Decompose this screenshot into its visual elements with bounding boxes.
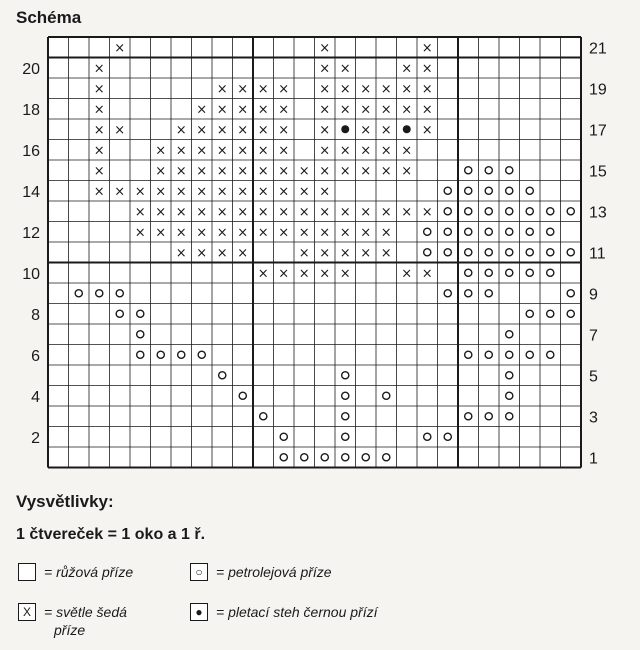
stitch-cross-mark: × <box>319 184 331 200</box>
stitch-black-dot-mark <box>403 125 411 133</box>
stitch-cross-mark: × <box>401 102 413 118</box>
stitch-cross-mark: × <box>216 204 228 220</box>
stitch-cross-mark: × <box>278 225 290 241</box>
legend-text-petrol: = petrolejová příze <box>216 564 332 580</box>
stitch-cross-mark: × <box>257 122 269 138</box>
row-label-left: 6 <box>31 347 40 365</box>
stitch-cross-mark: × <box>175 122 187 138</box>
legend-text-grey <box>44 603 127 639</box>
stitch-cross-mark: × <box>319 102 331 118</box>
stitch-cross-mark: × <box>401 204 413 220</box>
stitch-cross-mark: × <box>216 143 228 159</box>
stitch-cross-mark: × <box>196 225 208 241</box>
stitch-cross-mark: × <box>339 204 351 220</box>
row-label-right: 19 <box>589 81 607 99</box>
stitch-cross-mark: × <box>175 204 187 220</box>
stitch-cross-mark: × <box>257 81 269 97</box>
stitch-cross-mark: × <box>175 245 187 261</box>
row-label-left: 12 <box>22 224 40 242</box>
legend-item-petrol <box>190 563 332 581</box>
stitch-cross-mark: × <box>401 163 413 179</box>
stitch-cross-mark: × <box>237 245 249 261</box>
stitch-cross-mark: × <box>237 184 249 200</box>
stitch-cross-mark: × <box>319 163 331 179</box>
stitch-cross-mark: × <box>421 61 433 77</box>
row-label-right: 9 <box>589 286 598 304</box>
cross-square-icon: X <box>18 603 36 621</box>
stitch-cross-mark: × <box>319 81 331 97</box>
stitch-cross-mark: × <box>319 143 331 159</box>
stitch-cross-mark: × <box>175 184 187 200</box>
stitch-cross-mark: × <box>298 225 310 241</box>
stitch-cross-mark: × <box>175 143 187 159</box>
stitch-cross-mark: × <box>298 163 310 179</box>
stitch-cross-mark: × <box>237 204 249 220</box>
stitch-cross-mark: × <box>319 204 331 220</box>
stitch-cross-mark: × <box>421 81 433 97</box>
circle-square-icon: ○ <box>190 563 208 581</box>
stitch-cross-mark: × <box>114 40 126 56</box>
stitch-cross-mark: × <box>339 266 351 282</box>
stitch-cross-mark: × <box>360 81 372 97</box>
stitch-cross-mark: × <box>401 81 413 97</box>
stitch-cross-mark: × <box>216 81 228 97</box>
stitch-cross-mark: × <box>257 184 269 200</box>
stitch-cross-mark: × <box>380 204 392 220</box>
stitch-cross-mark: × <box>319 266 331 282</box>
stitch-cross-mark: × <box>257 266 269 282</box>
stitch-cross-mark: × <box>155 143 167 159</box>
legend-text-grey-line1: = světle šedá <box>44 604 127 620</box>
stitch-cross-mark: × <box>339 81 351 97</box>
stitch-cross-mark: × <box>319 122 331 138</box>
stitch-cross-mark: × <box>339 143 351 159</box>
stitch-cross-mark: × <box>257 163 269 179</box>
stitch-cross-mark: × <box>155 225 167 241</box>
stitch-cross-mark: × <box>319 245 331 261</box>
stitch-cross-mark: × <box>196 143 208 159</box>
legend-text-pink: = růžová příze <box>44 564 134 580</box>
stitch-cross-mark: × <box>257 225 269 241</box>
stitch-cross-mark: × <box>196 184 208 200</box>
row-label-left: 20 <box>22 60 40 78</box>
row-label-left: 8 <box>31 306 40 324</box>
legend-item-black <box>190 603 377 621</box>
stitch-cross-mark: × <box>339 102 351 118</box>
stitch-cross-mark: × <box>360 163 372 179</box>
empty-square-icon <box>18 563 36 581</box>
stitch-cross-mark: × <box>380 225 392 241</box>
stitch-cross-mark: × <box>339 163 351 179</box>
stitch-cross-mark: × <box>278 163 290 179</box>
legend-item-grey <box>18 603 127 639</box>
row-label-right: 21 <box>589 40 607 58</box>
stitch-black-dot-mark <box>341 125 349 133</box>
stitch-cross-mark: × <box>114 122 126 138</box>
legend-text-grey-line2: příze <box>54 622 86 638</box>
row-label-right: 13 <box>589 204 607 222</box>
stitch-cross-mark: × <box>339 225 351 241</box>
stitch-cross-mark: × <box>339 245 351 261</box>
stitch-cross-mark: × <box>196 245 208 261</box>
legend-text-black: = pletací steh černou přízí <box>216 604 378 620</box>
stitch-cross-mark: × <box>401 143 413 159</box>
stitch-cross-mark: × <box>380 245 392 261</box>
row-label-right: 5 <box>589 368 598 386</box>
stitch-cross-mark: × <box>380 102 392 118</box>
stitch-cross-mark: × <box>380 122 392 138</box>
stitch-cross-mark: × <box>196 122 208 138</box>
stitch-cross-mark: × <box>380 81 392 97</box>
stitch-cross-mark: × <box>421 102 433 118</box>
stitch-cross-mark: × <box>93 102 105 118</box>
stitch-cross-mark: × <box>93 184 105 200</box>
stitch-cross-mark: × <box>278 204 290 220</box>
stitch-cross-mark: × <box>257 102 269 118</box>
stitch-cross-mark: × <box>278 184 290 200</box>
stitch-cross-mark: × <box>175 163 187 179</box>
stitch-cross-mark: × <box>196 163 208 179</box>
row-label-right: 15 <box>589 163 607 181</box>
row-label-left: 18 <box>22 101 40 119</box>
stitch-cross-mark: × <box>237 122 249 138</box>
stitch-cross-mark: × <box>298 204 310 220</box>
row-label-left: 16 <box>22 142 40 160</box>
stitch-cross-mark: × <box>93 122 105 138</box>
stitch-cross-mark: × <box>298 184 310 200</box>
stitch-cross-mark: × <box>360 143 372 159</box>
stitch-cross-mark: × <box>380 143 392 159</box>
row-label-right: 3 <box>589 409 598 427</box>
row-label-left: 14 <box>22 183 40 201</box>
stitch-cross-mark: × <box>278 81 290 97</box>
stitch-cross-mark: × <box>421 204 433 220</box>
stitch-cross-mark: × <box>216 184 228 200</box>
stitch-cross-mark: × <box>93 143 105 159</box>
legend-scale: 1 čtvereček = 1 oko a 1 ř. <box>16 526 206 543</box>
legend-heading: Vysvětlivky: <box>16 492 114 511</box>
row-label-right: 1 <box>589 450 598 468</box>
stitch-cross-mark: × <box>401 61 413 77</box>
row-label-right: 7 <box>589 327 598 345</box>
stitch-cross-mark: × <box>93 163 105 179</box>
stitch-cross-mark: × <box>216 122 228 138</box>
stitch-cross-mark: × <box>196 204 208 220</box>
stitch-cross-mark: × <box>93 81 105 97</box>
stitch-cross-mark: × <box>155 204 167 220</box>
stitch-cross-mark: × <box>319 61 331 77</box>
stitch-cross-mark: × <box>237 102 249 118</box>
stitch-cross-mark: × <box>421 122 433 138</box>
stitch-cross-mark: × <box>319 40 331 56</box>
stitch-cross-mark: × <box>319 225 331 241</box>
stitch-cross-mark: × <box>155 184 167 200</box>
stitch-cross-mark: × <box>134 225 146 241</box>
stitch-cross-mark: × <box>360 225 372 241</box>
row-label-right: 17 <box>589 122 607 140</box>
stitch-cross-mark: × <box>93 61 105 77</box>
stitch-cross-mark: × <box>237 143 249 159</box>
stitch-cross-mark: × <box>421 266 433 282</box>
stitch-cross-mark: × <box>278 143 290 159</box>
stitch-cross-mark: × <box>257 204 269 220</box>
chart-title: Schéma <box>16 8 82 27</box>
stitch-cross-mark: × <box>380 163 392 179</box>
stitch-cross-mark: × <box>216 102 228 118</box>
stitch-cross-mark: × <box>339 61 351 77</box>
stitch-cross-mark: × <box>298 266 310 282</box>
stitch-cross-mark: × <box>401 266 413 282</box>
stitch-cross-mark: × <box>278 102 290 118</box>
row-label-left: 4 <box>31 388 40 406</box>
legend-item-pink <box>18 563 133 581</box>
stitch-cross-mark: × <box>360 102 372 118</box>
stitch-cross-mark: × <box>237 81 249 97</box>
stitch-cross-mark: × <box>237 225 249 241</box>
stitch-cross-mark: × <box>155 163 167 179</box>
stitch-cross-mark: × <box>134 204 146 220</box>
stitch-cross-mark: × <box>196 102 208 118</box>
stitch-cross-mark: × <box>421 40 433 56</box>
stitch-cross-mark: × <box>360 245 372 261</box>
stitch-cross-mark: × <box>278 266 290 282</box>
stitch-cross-mark: × <box>278 122 290 138</box>
stitch-cross-mark: × <box>216 225 228 241</box>
stitch-cross-mark: × <box>134 184 146 200</box>
stitch-cross-mark: × <box>360 204 372 220</box>
stitch-cross-mark: × <box>257 143 269 159</box>
stitch-cross-mark: × <box>298 245 310 261</box>
stitch-cross-mark: × <box>237 163 249 179</box>
stitch-cross-mark: × <box>175 225 187 241</box>
stitch-cross-mark: × <box>216 163 228 179</box>
dot-square-icon: ● <box>190 603 208 621</box>
stitch-cross-mark: × <box>216 245 228 261</box>
row-label-left: 2 <box>31 429 40 447</box>
stitch-cross-mark: × <box>114 184 126 200</box>
row-label-right: 11 <box>589 245 606 263</box>
stitch-cross-mark: × <box>360 122 372 138</box>
row-label-left: 10 <box>22 265 40 283</box>
